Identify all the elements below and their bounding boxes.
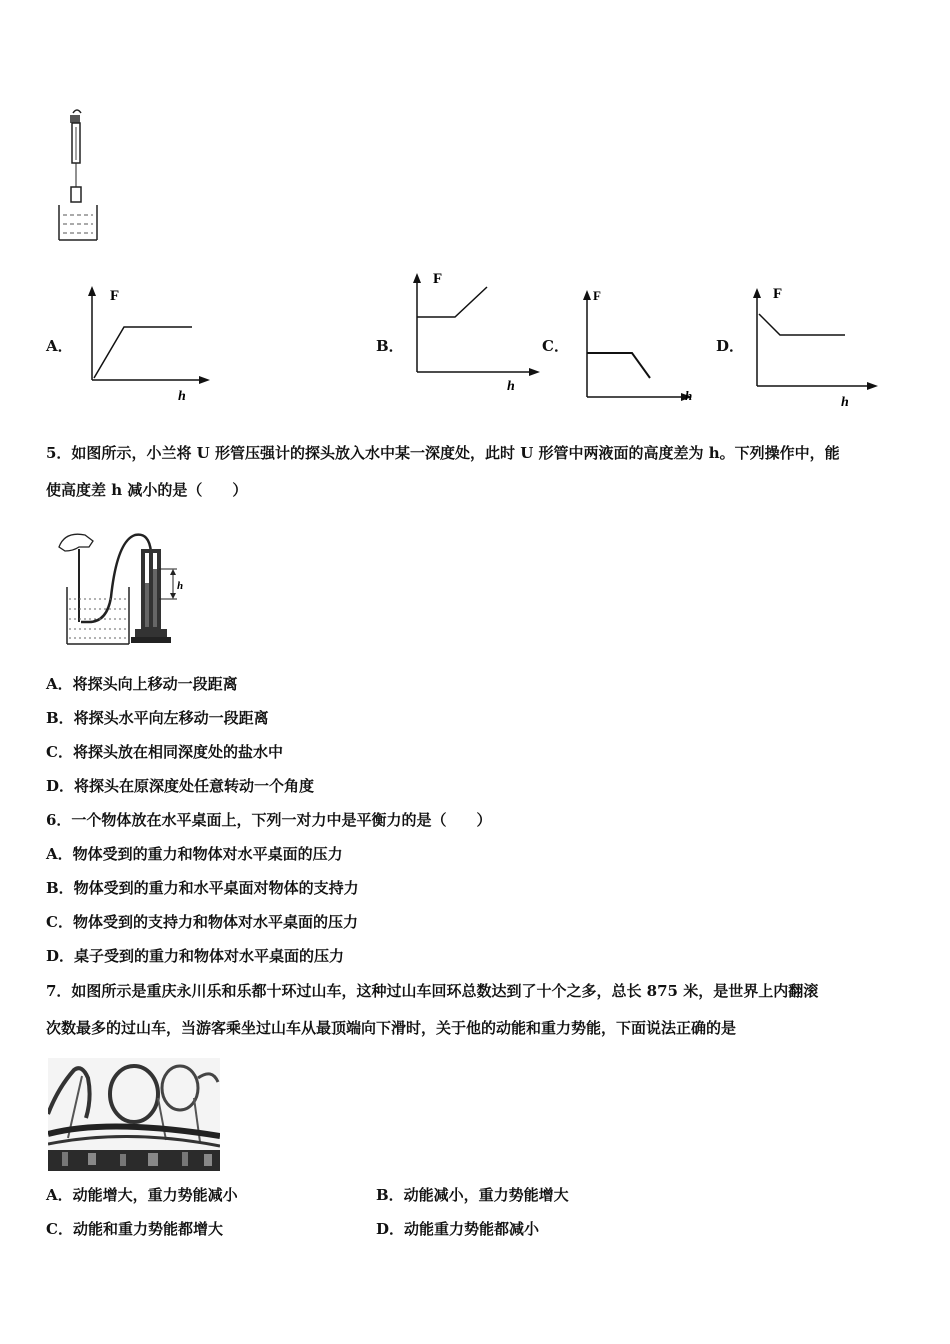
q4-graph-b-f-axis-label: F [433,271,443,287]
q4-graph-d [745,280,880,410]
q6-stem: 6．一个物体放在水平桌面上，下列一对力中是平衡力的是（ ） [46,811,492,829]
q5-option-b: B．将探头水平向左移动一段距离 [46,709,269,727]
q4-graph-c [575,282,700,407]
q4-option-c-label: C． [542,337,569,355]
q7-option-c: C．动能和重力势能都增大 [46,1220,223,1238]
q6-option-a: A．物体受到的重力和物体对水平桌面的压力 [46,845,343,863]
q4-graph-c-f-axis-label: F [593,288,601,303]
q7-option-b: B．动能减小，重力势能增大 [376,1186,569,1204]
q4-graph-a-f-axis-label: F [110,288,120,304]
q7-option-a: A．动能增大，重力势能减小 [46,1186,238,1204]
q6-option-d: D．桌子受到的重力和物体对水平桌面的压力 [46,947,345,965]
q5-option-d: D．将探头在原深度处任意转动一个角度 [46,777,315,795]
spring-scale-beaker-figure [55,105,105,245]
q5-stem-line-2: 使高度差 h 减小的是（ ） [46,481,248,499]
u-tube-manometer-figure [45,527,205,647]
roller-coaster-photo [48,1058,220,1171]
q4-graph-d-f-axis-label: F [773,286,783,302]
q4-graph-b [405,265,545,395]
q7-stem-line-2: 次数最多的过山车，当游客乘坐过山车从最顶端向下滑时，关于他的动能和重力势能，下面说法正确的是 [46,1019,737,1037]
u-tube-h-label: h [177,580,184,592]
q5-stem-line-1: 5．如图所示，小兰将 U 形管压强计的探头放入水中某一深度处，此时 U 形管中两液面的高度差为 h。下列操作中，能 [46,444,840,462]
q4-graph-c-h-axis-label: h [685,388,693,403]
q4-graph-b-h-axis-label: h [507,379,515,394]
q7-option-d: D．动能重力势能都减小 [376,1220,540,1238]
q4-option-b-label: B． [376,337,404,355]
q7-stem-line-1: 7．如图所示是重庆永川乐和乐都十环过山车，这种过山车回环总数达到了十个之多，总长 875 米，是世界上内翻滚 [46,982,819,1000]
q5-option-c: C．将探头放在相同深度处的盐水中 [46,743,283,761]
q4-graph-d-h-axis-label: h [841,395,849,410]
q4-option-a-label: A． [46,337,73,355]
q4-graph-a-h-axis-label: h [178,389,186,404]
q6-option-c: C．物体受到的支持力和物体对水平桌面的压力 [46,913,358,931]
q4-option-d-label: D． [716,337,745,355]
q6-option-b: B．物体受到的重力和水平桌面对物体的支持力 [46,879,359,897]
q4-graph-a [80,282,215,407]
q5-option-a: A．将探头向上移动一段距离 [46,675,238,693]
